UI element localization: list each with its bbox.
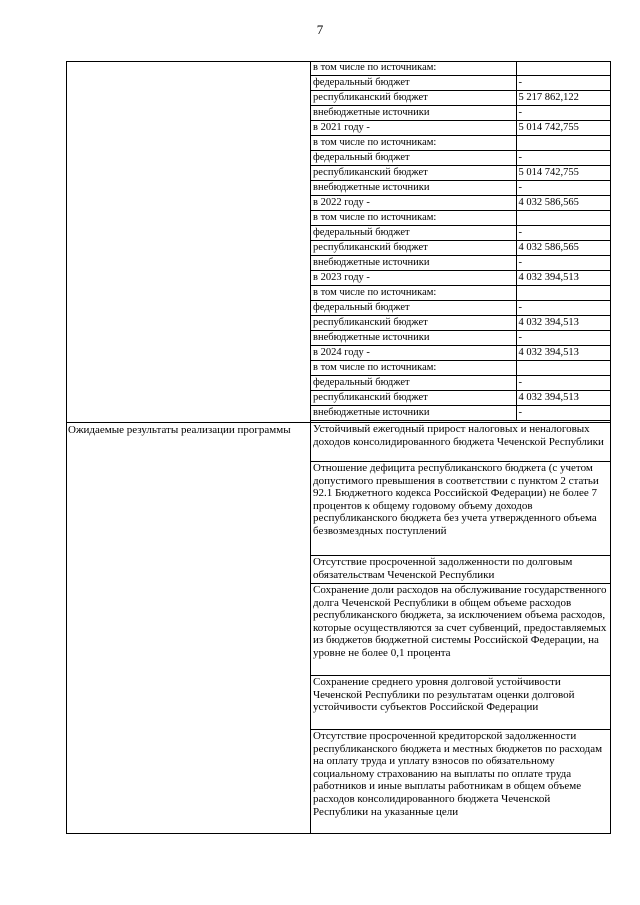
financing-row (311, 346, 610, 361)
financing-row-value: - (516, 301, 610, 316)
financing-row-label: федеральный бюджет (311, 226, 516, 241)
financing-row-value: 5 014 742,755 (516, 166, 610, 181)
financing-row-value: 4 032 586,565 (516, 196, 610, 211)
financing-row-value: - (516, 181, 610, 196)
financing-row-label: внебюджетные источники (311, 256, 516, 271)
financing-row-label: в 2022 году - (311, 196, 516, 211)
result-item: Отношение дефицита республиканского бюджета (с учетом допустимого превышения в соответствии с пунктом 2 статьи 92.1 Бюджетного кодекса Российской Федерации) не более 7 процентов к общему годовому объему доходов республиканского бюджета без учета утвержденного объема безвозмездных поступлений (311, 461, 610, 555)
financing-row (311, 226, 610, 241)
financing-row (311, 376, 610, 391)
financing-row (311, 316, 610, 331)
result-item: Устойчивый ежегодный прирост налоговых и неналоговых доходов консолидированного бюджета Чеченской Республики (311, 422, 610, 461)
financing-row-label: республиканский бюджет (311, 241, 516, 256)
financing-row-value (516, 211, 610, 226)
financing-row-label: в том числе по источникам: (311, 211, 516, 226)
financing-row (311, 406, 610, 421)
financing-row-value (516, 61, 610, 76)
financing-row-value: 5 217 862,122 (516, 91, 610, 106)
financing-row (311, 121, 610, 136)
financing-row-label: федеральный бюджет (311, 301, 516, 316)
financing-row-label: в том числе по источникам: (311, 286, 516, 301)
financing-row-label: федеральный бюджет (311, 376, 516, 391)
financing-row-label: в 2023 году - (311, 271, 516, 286)
financing-row-label: в 2021 году - (311, 121, 516, 136)
financing-row-label: республиканский бюджет (311, 391, 516, 406)
financing-row (311, 106, 610, 121)
page-number: 7 (316, 22, 324, 37)
financing-row-value: 4 032 394,513 (516, 346, 610, 361)
financing-row-value: - (516, 331, 610, 346)
financing-row-label: в том числе по источникам: (311, 61, 516, 76)
financing-row-value (516, 136, 610, 151)
financing-row-label: в том числе по источникам: (311, 136, 516, 151)
financing-row-label: федеральный бюджет (311, 76, 516, 91)
result-item: Сохранение доли расходов на обслуживание государственного долга Чеченской Республики в общем объеме расходов республиканского бюджета, за исключением объема расходов, которые осуществляются за счет субвенций, предоставляемых из бюджетов бюджетной системы Российской Федерации, на уровне не более 0,1 процента (311, 583, 610, 675)
financing-row-value: 4 032 394,513 (516, 271, 610, 286)
financing-row-value: - (516, 256, 610, 271)
financing-row-value (516, 361, 610, 376)
financing-row (311, 286, 610, 301)
financing-row-label: внебюджетные источники (311, 106, 516, 121)
financing-row-label: в 2024 году - (311, 346, 516, 361)
financing-row-value: 4 032 394,513 (516, 391, 610, 406)
financing-row-value: - (516, 151, 610, 166)
financing-row-label: внебюджетные источники (311, 331, 516, 346)
financing-row-value: 5 014 742,755 (516, 121, 610, 136)
financing-row-label: в том числе по источникам: (311, 361, 516, 376)
financing-row (311, 61, 610, 76)
financing-row-label: республиканский бюджет (311, 91, 516, 106)
financing-row (311, 76, 610, 91)
financing-sources-table (311, 61, 610, 421)
financing-row (311, 391, 610, 406)
financing-row-value (516, 286, 610, 301)
financing-row (311, 361, 610, 376)
expected-results-list (311, 422, 610, 833)
financing-row (311, 181, 610, 196)
financing-row-label: внебюджетные источники (311, 406, 516, 421)
financing-row-label: республиканский бюджет (311, 166, 516, 181)
financing-row-value: - (516, 226, 610, 241)
financing-row (311, 91, 610, 106)
financing-row-value: 4 032 394,513 (516, 316, 610, 331)
financing-row (311, 301, 610, 316)
financing-row (311, 256, 610, 271)
financing-row-value: - (516, 406, 610, 421)
financing-row-label: внебюджетные источники (311, 181, 516, 196)
section-divider (66, 422, 311, 423)
results-section-label: Ожидаемые результаты реализации программы (68, 424, 291, 436)
financing-row-label: федеральный бюджет (311, 151, 516, 166)
financing-row-value: - (516, 376, 610, 391)
financing-row (311, 196, 610, 211)
financing-row (311, 241, 610, 256)
financing-row (311, 331, 610, 346)
financing-row (311, 211, 610, 226)
financing-row-value: 4 032 586,565 (516, 241, 610, 256)
result-item: Сохранение среднего уровня долговой устойчивости Чеченской Республики по результатам оценки долговой устойчивости субъектов Российской Федерации (311, 675, 610, 729)
financing-row (311, 271, 610, 286)
financing-row-value: - (516, 76, 610, 91)
financing-row (311, 166, 610, 181)
financing-row (311, 151, 610, 166)
financing-row-value: - (516, 106, 610, 121)
financing-row-label: республиканский бюджет (311, 316, 516, 331)
result-item: Отсутствие просроченной кредиторской задолженности республиканского бюджета и местных бюджетов по расходам на оплату труда и уплату взносов по обязательному социальному страхованию на выплаты по оплате труда работников и иные выплаты работникам в общем объеме расходов консолидированного бюджета Чеченской Республики на указанные цели (311, 729, 610, 833)
financing-row (311, 136, 610, 151)
result-item: Отсутствие просроченной задолженности по долговым обязательствам Чеченской Республики (311, 555, 610, 583)
